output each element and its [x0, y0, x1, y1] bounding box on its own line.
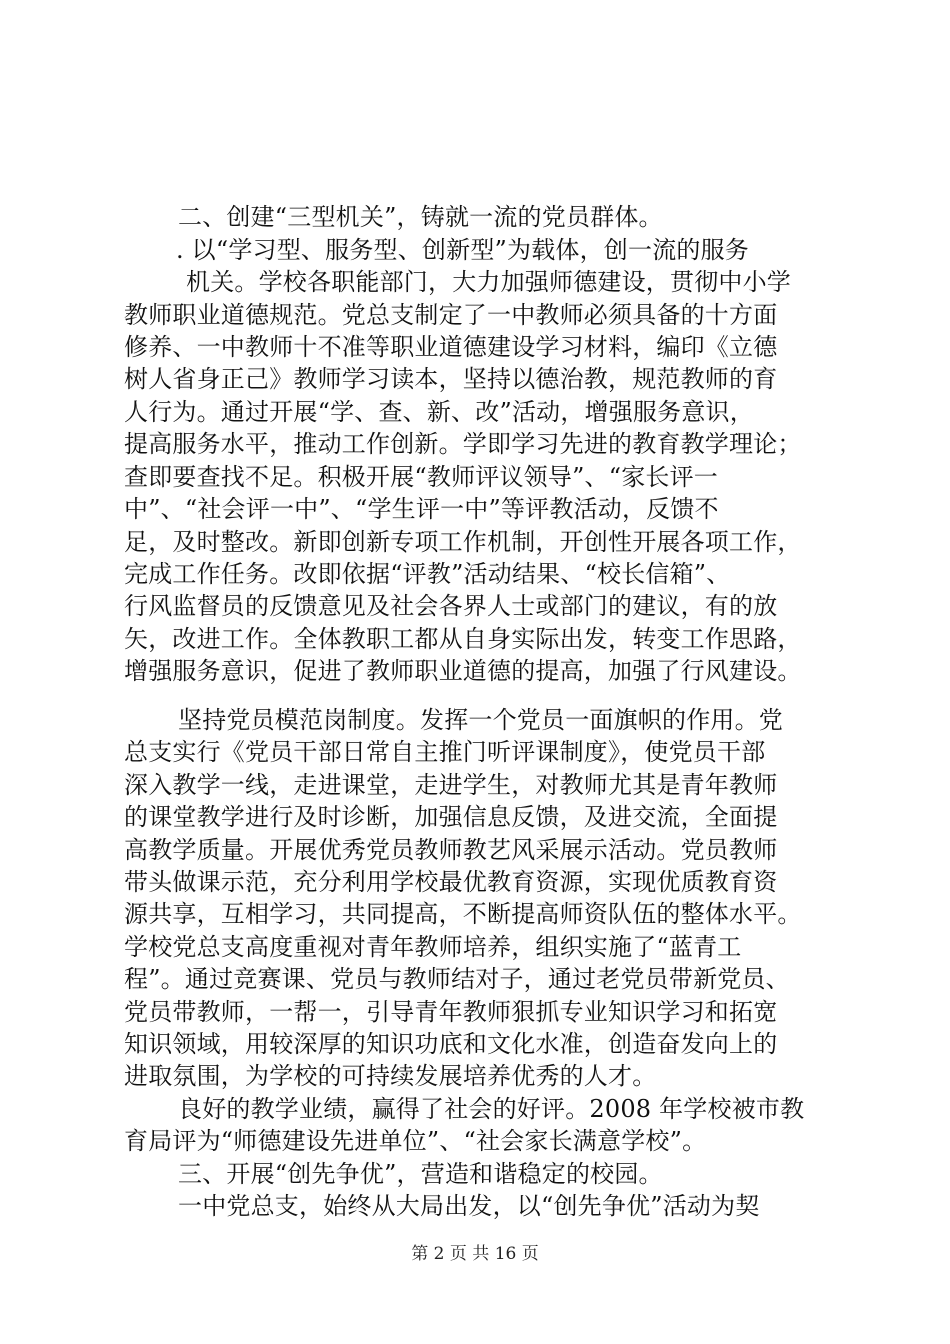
paragraph-line: 总支实行《党员干部日常自主推门听评课制度》，使党员干部	[124, 738, 766, 766]
paragraph-line: 修养、一中教师十不准等职业道德建设学习材料，编印《立德	[124, 333, 778, 361]
paragraph-line: 完成工作任务。改即依据“评教”活动结果、“校长信箱”、	[124, 560, 731, 588]
paragraph-line: 深入教学一线，走进课堂，走进学生，对教师尤其是青年教师	[124, 771, 778, 799]
paragraph-line: 查即要查找不足。积极开展“教师评议领导”、“家长评一	[124, 463, 719, 491]
paragraph-line: 坚持党员模范岗制度。发挥一个党员一面旗帜的作用。党	[178, 706, 783, 734]
paragraph-line: 进取氛围，为学校的可持续发展培养优秀的人才。	[124, 1062, 657, 1090]
paragraph-line: 机关。学校各职能部门，大力加强师德建设，贯彻中小学	[186, 268, 791, 296]
section-2-heading: 二、创建“三型机关”，铸就一流的党员群体。	[178, 203, 663, 231]
paragraph-line: 提高服务水平，推动工作创新。学即学习先进的教育教学理论；	[124, 430, 802, 458]
paragraph-line: 良好的教学业绩，赢得了社会的好评。2008 年学校被市教	[178, 1095, 805, 1123]
paragraph-line: 一中党总支，始终从大局出发，以“创先争优”活动为契	[178, 1192, 760, 1220]
paragraph-line: 中”、“社会评一中”、“学生评一中”等评教活动，反馈不	[124, 495, 719, 523]
paragraph-line: 学校党总支高度重视对青年教师培养，组织实施了“蓝青工	[124, 933, 742, 961]
paragraph-line: 知识领域，用较深厚的知识功底和文化水准，创造奋发向上的	[124, 1030, 778, 1058]
section-2-subheading: . 以“学习型、服务型、创新型”为载体，创一流的服务	[176, 236, 749, 264]
paragraph-line: 矢，改进工作。全体教职工都从自身实际出发，转变工作思路，	[124, 625, 802, 653]
paragraph-line: 高教学质量。开展优秀党员教师教艺风采展示活动。党员教师	[124, 836, 778, 864]
paragraph-line: 党员带教师，一帮一，引导青年教师狠抓专业知识学习和拓宽	[124, 998, 778, 1026]
paragraph-line: 带头做课示范，充分利用学校最优教育资源，实现优质教育资	[124, 868, 778, 896]
paragraph-line: 的课堂教学进行及时诊断，加强信息反馈，及进交流，全面提	[124, 803, 778, 831]
paragraph-line: 程”。通过竞赛课、党员与教师结对子，通过老党员带新党员、	[124, 965, 790, 993]
paragraph-line: 足，及时整改。新即创新专项工作机制，开创性开展各项工作，	[124, 528, 802, 556]
section-3-heading: 三、开展“创先争优”，营造和谐稳定的校园。	[178, 1160, 663, 1188]
paragraph-line: 增强服务意识，促进了教师职业道德的提高，加强了行风建设。	[124, 657, 802, 685]
paragraph-line: 树人省身正己》教师学习读本，坚持以德治教，规范教师的育	[124, 365, 778, 393]
paragraph-line: 行风监督员的反馈意见及社会各界人士或部门的建议，有的放	[124, 592, 778, 620]
page-footer: 第 2 页 共 16 页	[411, 1244, 539, 1264]
paragraph-line: 源共享，互相学习，共同提高，不断提高师资队伍的整体水平。	[124, 900, 802, 928]
paragraph-line: 教师职业道德规范。党总支制定了一中教师必须具备的十方面	[124, 301, 778, 329]
paragraph-line: 人行为。通过开展“学、查、新、改”活动，增强服务意识，	[124, 398, 754, 426]
paragraph-line: 育局评为“师德建设先进单位”、“社会家长满意学校”。	[124, 1127, 707, 1155]
